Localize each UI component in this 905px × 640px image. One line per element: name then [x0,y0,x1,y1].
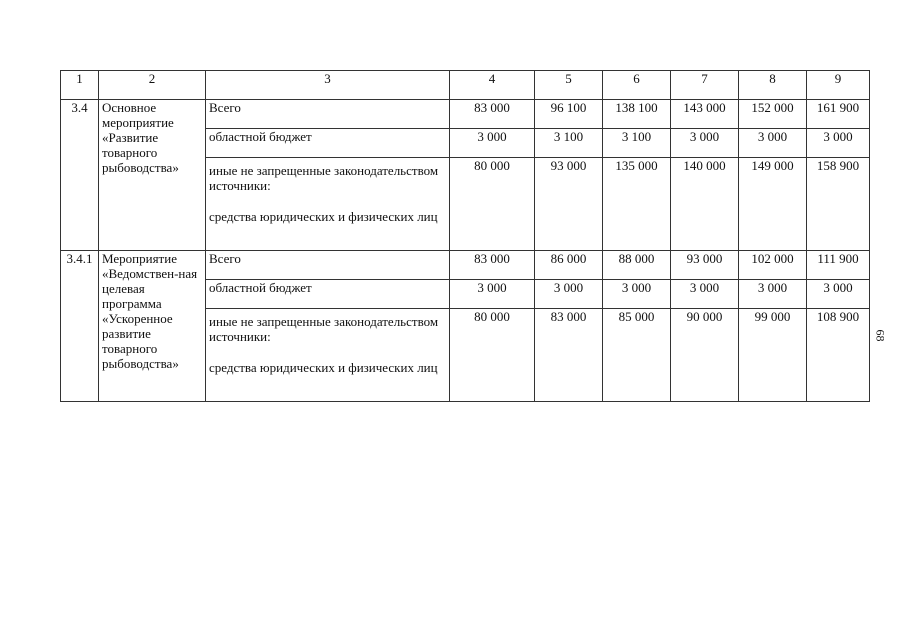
col-header: 3 [206,71,450,100]
value-cell: 3 000 [807,129,870,158]
value-cell: 161 900 [807,100,870,129]
value-cell: 135 000 [603,158,671,251]
source-label-group [206,309,450,402]
col-header: 8 [739,71,807,100]
table-row [61,100,870,129]
col-header: 5 [535,71,603,100]
value-cell: 90 000 [671,309,739,402]
value-cell: 85 000 [603,309,671,402]
value-cell: 99 000 [739,309,807,402]
source-label: областной бюджет [206,129,450,158]
source-label: средства юридических и физических лиц [209,209,438,224]
value-cell: 111 900 [807,251,870,280]
col-header: 9 [807,71,870,100]
row-name: Основное мероприятие «Развитие товарного рыбоводства» [99,100,206,251]
value-cell: 140 000 [671,158,739,251]
value-cell: 3 100 [603,129,671,158]
value-cell: 3 000 [450,280,535,309]
value-cell: 3 000 [807,280,870,309]
col-header: 2 [99,71,206,100]
value-cell: 3 000 [671,129,739,158]
value-cell: 83 000 [450,251,535,280]
source-label: средства юридических и физических лиц [209,360,438,375]
value-cell: 152 000 [739,100,807,129]
source-label: иные не запрещенные законодательством источники: [209,163,439,193]
value-cell: 158 900 [807,158,870,251]
budget-table [60,70,870,402]
header-row [61,71,870,100]
source-label: иные не запрещенные законодательством источники: [209,314,439,344]
table-row [61,251,870,280]
value-cell: 143 000 [671,100,739,129]
row-code: 3.4 [61,100,99,251]
value-cell: 3 000 [535,280,603,309]
value-cell: 102 000 [739,251,807,280]
source-label: Всего [206,251,450,280]
value-cell: 83 000 [535,309,603,402]
value-cell: 3 000 [739,280,807,309]
value-cell: 83 000 [450,100,535,129]
value-cell: 3 100 [535,129,603,158]
value-cell: 138 100 [603,100,671,129]
col-header: 7 [671,71,739,100]
value-cell: 86 000 [535,251,603,280]
value-cell: 93 000 [671,251,739,280]
value-cell: 3 000 [671,280,739,309]
row-code: 3.4.1 [61,251,99,402]
source-label: Всего [206,100,450,129]
source-label-group [206,158,450,251]
value-cell: 88 000 [603,251,671,280]
page-number: 68 [873,329,888,342]
col-header: 4 [450,71,535,100]
col-header: 6 [603,71,671,100]
value-cell: 80 000 [450,158,535,251]
value-cell: 3 000 [450,129,535,158]
source-label: областной бюджет [206,280,450,309]
value-cell: 149 000 [739,158,807,251]
value-cell: 3 000 [603,280,671,309]
value-cell: 108 900 [807,309,870,402]
col-header: 1 [61,71,99,100]
value-cell: 93 000 [535,158,603,251]
value-cell: 96 100 [535,100,603,129]
value-cell: 3 000 [739,129,807,158]
value-cell: 80 000 [450,309,535,402]
row-name: Мероприятие «Ведомствен-ная целевая программа «Ускоренное развитие товарного рыбоводства» [99,251,206,402]
